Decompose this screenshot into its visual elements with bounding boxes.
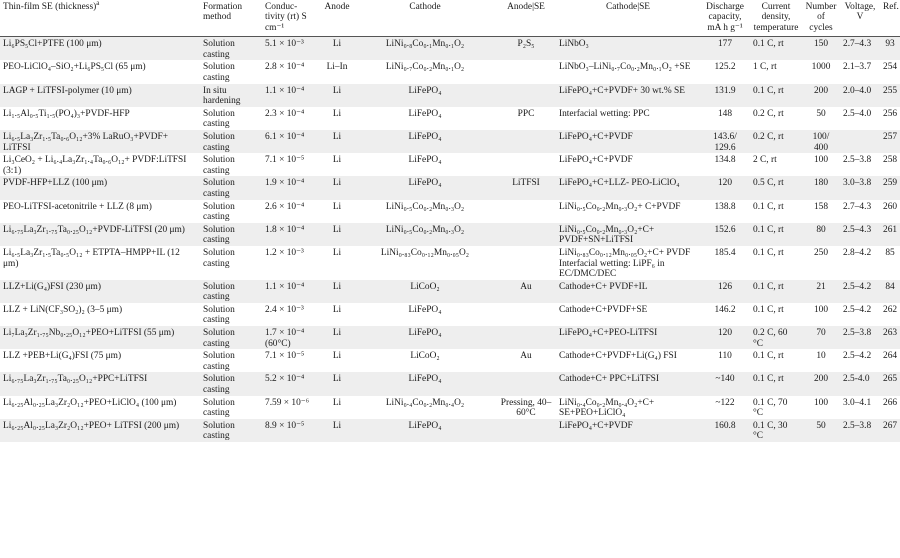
cell-voltage: 2.0–4.0 <box>840 84 880 107</box>
cell-voltage: 3.0–4.1 <box>840 396 880 419</box>
cell-conductivity: 5.1 × 10⁻³ <box>262 37 320 61</box>
cell-voltage: 2.1–3.7 <box>840 60 880 83</box>
header-se: Thin-film SE (thickness)$^a$ <box>0 0 200 37</box>
cell-method: Solution casting <box>200 280 262 303</box>
cell-cycles: 250 <box>802 246 840 280</box>
cell-cathode: LiFePO₄ <box>354 303 496 326</box>
cell-current: 0.1 C, rt <box>750 246 802 280</box>
table-body <box>0 37 900 442</box>
cell-se: Li₁.₅Al₀.₅Ti₁.₅(PO₄)₃+PVDF-HFP <box>0 107 200 130</box>
cell-capacity: 134.8 <box>700 153 750 176</box>
cell-cathode: LiFePO₄ <box>354 176 496 199</box>
cell-conductivity: 1.7 × 10⁻⁴ (60°C) <box>262 326 320 349</box>
cell-cathode-se: LiNbO₃ <box>556 37 700 61</box>
cell-anode: Li <box>320 200 354 223</box>
table-row <box>0 303 900 326</box>
cell-anode: Li <box>320 130 354 153</box>
table-row <box>0 326 900 349</box>
cell-se: LLZ +PEB+Li(G₄)FSI (75 μm) <box>0 349 200 372</box>
header-ref: Ref. <box>880 0 900 37</box>
cell-cathode: LiCoO₂ <box>354 280 496 303</box>
table-row <box>0 280 900 303</box>
cell-anode: Li <box>320 326 354 349</box>
cell-cathode-se: LiNi₀.₄Co₀.₂Mn₀.₄O₂+C+ SE+PEO+LiClO₄ <box>556 396 700 419</box>
table-header <box>0 0 900 37</box>
table-row <box>0 246 900 280</box>
cell-se: Li₆.₇₅La₃Zr₁.₇₅Ta₀.₂₅O₁₂+PVDF-LiTFSI (20 μm) <box>0 223 200 246</box>
cell-cathode-se: Cathode+C+PVDF+Li(G₄) FSI <box>556 349 700 372</box>
cell-method: Solution casting <box>200 246 262 280</box>
cell-anode-se: PPC <box>496 107 556 130</box>
cell-ref: 260 <box>880 200 900 223</box>
cell-ref: 259 <box>880 176 900 199</box>
cell-anode: Li <box>320 280 354 303</box>
cell-capacity: 148 <box>700 107 750 130</box>
cell-anode-se <box>496 130 556 153</box>
cell-current: 1 C, rt <box>750 60 802 83</box>
cell-anode: Li <box>320 176 354 199</box>
cell-anode-se <box>496 419 556 442</box>
cell-method: Solution casting <box>200 130 262 153</box>
cell-se: Li₆.₂₅Al₀.₂₅La₃Zr₂O₁₂+PEO+ LiTFSI (200 μm) <box>0 419 200 442</box>
cell-cathode: LiFePO₄ <box>354 419 496 442</box>
cell-cycles: 70 <box>802 326 840 349</box>
cell-cycles: 200 <box>802 372 840 395</box>
cell-anode-se <box>496 326 556 349</box>
cell-se: LLZ + LiN(CF₃SO₂)₂ (3–5 μm) <box>0 303 200 326</box>
cell-cycles: 100/ 400 <box>802 130 840 153</box>
cell-voltage <box>840 130 880 153</box>
header-anode-se: Anode|SE <box>496 0 556 37</box>
cell-ref: 256 <box>880 107 900 130</box>
cell-current: 0.1 C, rt <box>750 223 802 246</box>
cell-conductivity: 1.1 × 10⁻⁴ <box>262 84 320 107</box>
cell-cathode-se: Interfacial wetting: PPC <box>556 107 700 130</box>
cell-cycles: 80 <box>802 223 840 246</box>
cell-voltage: 2.5–4.0 <box>840 107 880 130</box>
cell-method: Solution casting <box>200 200 262 223</box>
cell-se: Li₆.₇₅La₃Zr₁.₇₅Ta₀.₂₅O₁₂+PPC+LiTFSI <box>0 372 200 395</box>
cell-anode: Li <box>320 107 354 130</box>
cell-se: Li₆PS₅Cl+PTFE (100 μm) <box>0 37 200 61</box>
cell-capacity: 120 <box>700 326 750 349</box>
cell-method: In situ hardening <box>200 84 262 107</box>
cell-cycles: 100 <box>802 396 840 419</box>
cell-method: Solution casting <box>200 107 262 130</box>
cell-capacity: 131.9 <box>700 84 750 107</box>
cell-current: 0.5 C, rt <box>750 176 802 199</box>
cell-ref: 84 <box>880 280 900 303</box>
cell-current: 0.1 C, rt <box>750 84 802 107</box>
cell-anode-se: Au <box>496 349 556 372</box>
cell-anode-se: Au <box>496 280 556 303</box>
footnote-marker: a <box>96 0 100 7</box>
cell-capacity: 126 <box>700 280 750 303</box>
cell-conductivity: 2.8 × 10⁻⁴ <box>262 60 320 83</box>
cell-voltage: 2.5–3.8 <box>840 326 880 349</box>
cell-cycles: 100 <box>802 303 840 326</box>
table-row <box>0 107 900 130</box>
cell-conductivity: 1.1 × 10⁻⁴ <box>262 280 320 303</box>
cell-cathode: LiFePO₄ <box>354 107 496 130</box>
cell-cathode-se: LiFePO₄+C+PEO-LiTFSI <box>556 326 700 349</box>
cell-method: Solution casting <box>200 419 262 442</box>
cell-capacity: 120 <box>700 176 750 199</box>
cell-se: LAGP + LiTFSI-polymer (10 μm) <box>0 84 200 107</box>
cell-capacity: 185.4 <box>700 246 750 280</box>
cell-se: Li₆.₅La₃Zr₁.₅Ta₀.₆O₁₂+3% LaRuO₃+PVDF+ LiTFSI <box>0 130 200 153</box>
cell-anode: Li <box>320 223 354 246</box>
table-row <box>0 37 900 61</box>
cell-conductivity: 5.2 × 10⁻⁴ <box>262 372 320 395</box>
cell-conductivity: 7.59 × 10⁻⁶ <box>262 396 320 419</box>
cell-anode: Li–In <box>320 60 354 83</box>
header-method: Formation method <box>200 0 262 37</box>
cell-cycles: 200 <box>802 84 840 107</box>
cell-current: 0.2 C, rt <box>750 107 802 130</box>
cell-se: Li₆.₂₅Al₀.₂₅La₃Zr₂O₁₂+PEO+LiClO₄ (100 μm) <box>0 396 200 419</box>
cell-cathode: LiNi₀.₈₃Co₀.₁₂Mn₀.₀₅O₂ <box>354 246 496 280</box>
cell-voltage: 2.7–4.3 <box>840 200 880 223</box>
cell-voltage: 2.5–3.8 <box>840 419 880 442</box>
cell-anode-se <box>496 372 556 395</box>
cell-capacity: 143.6/ 129.6 <box>700 130 750 153</box>
cell-cathode: LiNi₀.₅Co₀.₂Mn₀.₃O₂ <box>354 223 496 246</box>
cell-se: PEO-LiTFSI-acetonitrile + LLZ (8 μm) <box>0 200 200 223</box>
cell-capacity: 125.2 <box>700 60 750 83</box>
cell-method: Solution casting <box>200 303 262 326</box>
cell-voltage: 2.5-4.0 <box>840 372 880 395</box>
cell-ref: 262 <box>880 303 900 326</box>
cell-cathode: LiFePO₄ <box>354 326 496 349</box>
cell-capacity: ~122 <box>700 396 750 419</box>
table-row <box>0 349 900 372</box>
header-cycles: Number of cycles <box>802 0 840 37</box>
header-conductivity: Conduc-tivity (rt) S cm⁻¹ <box>262 0 320 37</box>
cell-cathode-se: Cathode+C+ PVDF+IL <box>556 280 700 303</box>
cell-voltage: 3.0–3.8 <box>840 176 880 199</box>
cell-conductivity: 1.8 × 10⁻⁴ <box>262 223 320 246</box>
cell-cycles: 21 <box>802 280 840 303</box>
cell-cycles: 158 <box>802 200 840 223</box>
cell-ref: 266 <box>880 396 900 419</box>
cell-capacity: 110 <box>700 349 750 372</box>
cell-voltage: 2.5–4.2 <box>840 349 880 372</box>
table-row <box>0 419 900 442</box>
cell-cathode: LiFePO₄ <box>354 153 496 176</box>
cell-cycles: 180 <box>802 176 840 199</box>
cell-current: 0.1 C, rt <box>750 349 802 372</box>
cell-voltage: 2.5–4.2 <box>840 280 880 303</box>
cell-current: 0.1 C, rt <box>750 372 802 395</box>
cell-cycles: 50 <box>802 419 840 442</box>
cell-anode: Li <box>320 84 354 107</box>
cell-cathode-se: LiFePO₄+C+PVDF <box>556 153 700 176</box>
cell-anode-se <box>496 84 556 107</box>
cell-method: Solution casting <box>200 372 262 395</box>
cell-method: Solution casting <box>200 349 262 372</box>
cell-ref: 264 <box>880 349 900 372</box>
header-anode: Anode <box>320 0 354 37</box>
cell-method: Solution casting <box>200 223 262 246</box>
cell-ref: 258 <box>880 153 900 176</box>
cell-cathode-se: LiNbO₃–LiNi₀.₇Co₀.₂Mn₀.₁O₂ +SE <box>556 60 700 83</box>
cell-capacity: ~140 <box>700 372 750 395</box>
cell-method: Solution casting <box>200 60 262 83</box>
cell-ref: 257 <box>880 130 900 153</box>
cell-cathode-se: LiNi₀.₈₃Co₀.₁₂Mn₀.₀₅O₂+C+ PVDF Interfacial wetting: LiPF₆ in EC/DMC/DEC <box>556 246 700 280</box>
cell-conductivity: 1.2 × 10⁻³ <box>262 246 320 280</box>
cell-capacity: 138.8 <box>700 200 750 223</box>
table-row <box>0 176 900 199</box>
cell-conductivity: 2.6 × 10⁻⁴ <box>262 200 320 223</box>
cell-cathode-se: Cathode+C+PVDF+SE <box>556 303 700 326</box>
cell-current: 0.1 C, 30 °C <box>750 419 802 442</box>
header-voltage: Voltage, V <box>840 0 880 37</box>
cell-conductivity: 1.9 × 10⁻⁴ <box>262 176 320 199</box>
table-row <box>0 372 900 395</box>
cell-cathode: LiFePO₄ <box>354 84 496 107</box>
cell-anode-se <box>496 223 556 246</box>
cell-cycles: 150 <box>802 37 840 61</box>
cell-voltage: 2.5–4.2 <box>840 303 880 326</box>
cell-cathode-se: LiNi₀.₅Co₀.₂Mn₀.₃O₂+C+ PVDF+SN+LiTFSI <box>556 223 700 246</box>
cell-method: Solution casting <box>200 396 262 419</box>
cell-voltage: 2.7–4.3 <box>840 37 880 61</box>
cell-voltage: 2.5–4.3 <box>840 223 880 246</box>
cell-capacity: 152.6 <box>700 223 750 246</box>
cell-anode: Li <box>320 37 354 61</box>
cell-capacity: 177 <box>700 37 750 61</box>
cell-current: 0.1 C, rt <box>750 200 802 223</box>
cell-conductivity: 8.9 × 10⁻⁵ <box>262 419 320 442</box>
table-row <box>0 396 900 419</box>
cell-ref: 267 <box>880 419 900 442</box>
cell-anode: Li <box>320 246 354 280</box>
table-row <box>0 223 900 246</box>
cell-anode-se <box>496 60 556 83</box>
cell-capacity: 146.2 <box>700 303 750 326</box>
cell-cathode-se: LiNi₀.₅Co₀.₂Mn₀.₃O₂+ C+PVDF <box>556 200 700 223</box>
cell-cathode-se: LiFePO₄+C+PVDF <box>556 419 700 442</box>
cell-cathode-se: Cathode+C+ PPC+LiTFSI <box>556 372 700 395</box>
cell-conductivity: 7.1 × 10⁻⁵ <box>262 153 320 176</box>
header-capacity: Discharge capacity, mA h g⁻¹ <box>700 0 750 37</box>
cell-cathode: LiNi₀.₅Co₀.₂Mn₀.₃O₂ <box>354 200 496 223</box>
cell-voltage: 2.5–3.8 <box>840 153 880 176</box>
cell-cathode: LiFePO₄ <box>354 372 496 395</box>
cell-cycles: 1000 <box>802 60 840 83</box>
cell-cycles: 10 <box>802 349 840 372</box>
cell-method: Solution casting <box>200 37 262 61</box>
cell-cathode-se: LiFePO₄+C+LLZ- PEO-LiClO₄ <box>556 176 700 199</box>
cell-conductivity: 2.3 × 10⁻⁴ <box>262 107 320 130</box>
cell-conductivity: 7.1 × 10⁻⁵ <box>262 349 320 372</box>
cell-se: Li₇La₃Zr₁.₇₅Nb₀.₂₅O₁₂+PEO+LiTFSI (55 μm) <box>0 326 200 349</box>
cell-anode-se <box>496 153 556 176</box>
cell-method: Solution casting <box>200 153 262 176</box>
cell-method: Solution casting <box>200 326 262 349</box>
cell-anode-se: P₂S₅ <box>496 37 556 61</box>
cell-conductivity: 2.4 × 10⁻³ <box>262 303 320 326</box>
cell-se: PVDF-HFP+LLZ (100 μm) <box>0 176 200 199</box>
cell-current: 0.1 C, rt <box>750 303 802 326</box>
cell-capacity: 160.8 <box>700 419 750 442</box>
cell-cathode: LiCoO₂ <box>354 349 496 372</box>
cell-current: 0.2 C, 60 °C <box>750 326 802 349</box>
cell-ref: 263 <box>880 326 900 349</box>
cell-current: 0.1 C, 70 °C <box>750 396 802 419</box>
cell-anode: Li <box>320 153 354 176</box>
cell-se: Li₆.₅La₃Zr₁.₅Ta₀.₅O₁₂ + ETPTA–HMPP+IL (12 μm) <box>0 246 200 280</box>
cell-method: Solution casting <box>200 176 262 199</box>
cell-cathode: LiNi₀.₈Co₀.₁Mn₀.₁O₂ <box>354 37 496 61</box>
cell-cathode: LiNi₀.₇Co₀.₂Mn₀.₁O₂ <box>354 60 496 83</box>
cell-anode: Li <box>320 372 354 395</box>
cell-ref: 265 <box>880 372 900 395</box>
table-row <box>0 200 900 223</box>
cell-cathode-se: LiFePO₄+C+PVDF <box>556 130 700 153</box>
cell-se: PEO-LiClO₄–SiO₂+Li₆PS₅Cl (65 μm) <box>0 60 200 83</box>
cell-cathode-se: LiFePO₄+C+PVDF+ 30 wt.% SE <box>556 84 700 107</box>
header-cathode: Cathode <box>354 0 496 37</box>
table-row <box>0 84 900 107</box>
cell-cathode: LiFePO₄ <box>354 130 496 153</box>
cell-anode-se <box>496 200 556 223</box>
cell-current: 0.1 C, rt <box>750 280 802 303</box>
cell-se: Li₃CeO₂ + Li₆.₄La₃Zr₁.₄Ta₀.₆O₁₂+ PVDF:LiTFSI (3:1) <box>0 153 200 176</box>
cell-anode: Li <box>320 419 354 442</box>
cell-voltage: 2.8–4.2 <box>840 246 880 280</box>
cell-anode-se: LiTFSI <box>496 176 556 199</box>
cell-ref: 93 <box>880 37 900 61</box>
cell-anode-se: Pressing, 40–60°C <box>496 396 556 419</box>
cell-current: 2 C, rt <box>750 153 802 176</box>
cell-ref: 85 <box>880 246 900 280</box>
cell-cycles: 100 <box>802 153 840 176</box>
cell-anode: Li <box>320 396 354 419</box>
cell-anode: Li <box>320 349 354 372</box>
cell-current: 0.1 C, rt <box>750 37 802 61</box>
cell-cathode: LiNi₀.₄Co₀.₂Mn₀.₄O₂ <box>354 396 496 419</box>
cell-anode-se <box>496 246 556 280</box>
table-row <box>0 130 900 153</box>
cell-conductivity: 6.1 × 10⁻⁴ <box>262 130 320 153</box>
cell-anode: Li <box>320 303 354 326</box>
table-row <box>0 153 900 176</box>
cell-cycles: 50 <box>802 107 840 130</box>
cell-ref: 261 <box>880 223 900 246</box>
cell-current: 0.2 C, rt <box>750 130 802 153</box>
cell-se: LLZ+Li(G₄)FSI (230 μm) <box>0 280 200 303</box>
table-row <box>0 60 900 83</box>
cell-anode-se <box>496 303 556 326</box>
cell-ref: 254 <box>880 60 900 83</box>
header-cathode-se: Cathode|SE <box>556 0 700 37</box>
cell-ref: 255 <box>880 84 900 107</box>
header-current: Current density, temperature <box>750 0 802 37</box>
